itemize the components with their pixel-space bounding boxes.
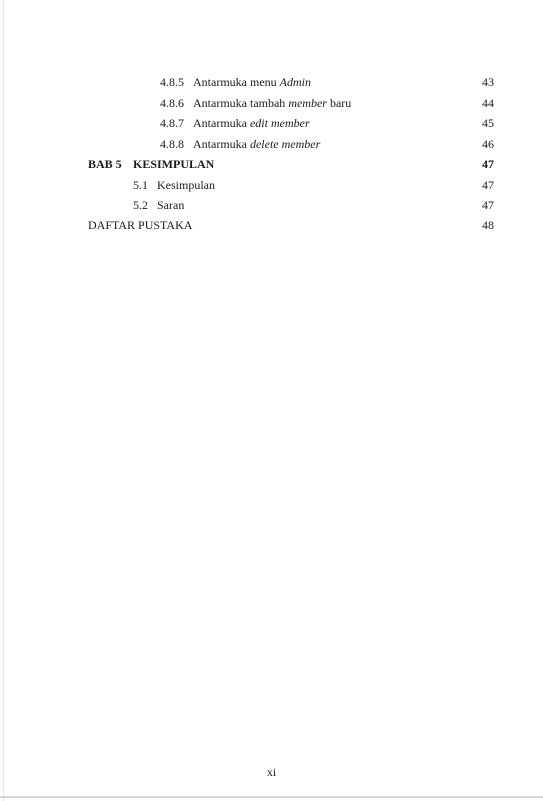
toc-entry-title: [193, 136, 320, 152]
scan-edge-left: [3, 0, 4, 801]
toc-entry-page: 47: [482, 198, 494, 212]
toc-entry-title: DAFTAR PUSTAKA: [88, 218, 193, 232]
toc-entry-title-text: Antarmuka menu: [193, 75, 280, 89]
toc-entry-page: 47: [482, 178, 494, 192]
toc-entry-title: Saran: [157, 198, 185, 212]
page-number-footer: xi: [266, 765, 277, 779]
toc-entry-page: 45: [482, 116, 494, 130]
toc-entry-page: 48: [482, 218, 494, 232]
toc-entry-title-after: baru: [326, 96, 352, 110]
toc-entry-title-text: Antarmuka: [193, 137, 250, 151]
toc-chapter-title: KESIMPULAN: [133, 157, 215, 171]
toc-entry-title: [193, 95, 351, 111]
toc-entry-number: 5.1: [133, 178, 148, 192]
toc-chapter-page: 47: [482, 157, 494, 171]
toc-entry-number: 5.2: [133, 198, 148, 212]
toc-entry-page: 46: [482, 137, 494, 151]
toc-chapter-number: BAB 5: [88, 157, 122, 171]
toc-entry-title-italic: member: [288, 96, 327, 110]
scan-edge-bottom: [0, 796, 543, 798]
toc-entry-title-italic: delete member: [249, 137, 321, 151]
toc-entry-title-italic: Admin: [279, 75, 311, 89]
toc-entry-title: [193, 74, 311, 90]
toc-entry-number: 4.8.5: [160, 75, 184, 89]
toc-entry-title-italic: edit member: [249, 116, 310, 130]
toc-entry-page: 43: [482, 75, 494, 89]
toc-entry-title-text: Antarmuka: [193, 116, 250, 130]
toc-entry-page: 44: [482, 96, 494, 110]
toc-entry-number: 4.8.8: [160, 137, 184, 151]
toc-entry-title: Kesimpulan: [157, 178, 215, 192]
toc-entry-number: 4.8.7: [160, 116, 184, 130]
toc-entry-title: [193, 115, 310, 131]
toc-entry-number: 4.8.6: [160, 96, 184, 110]
toc-entry-title-text: Antarmuka tambah: [193, 96, 289, 110]
